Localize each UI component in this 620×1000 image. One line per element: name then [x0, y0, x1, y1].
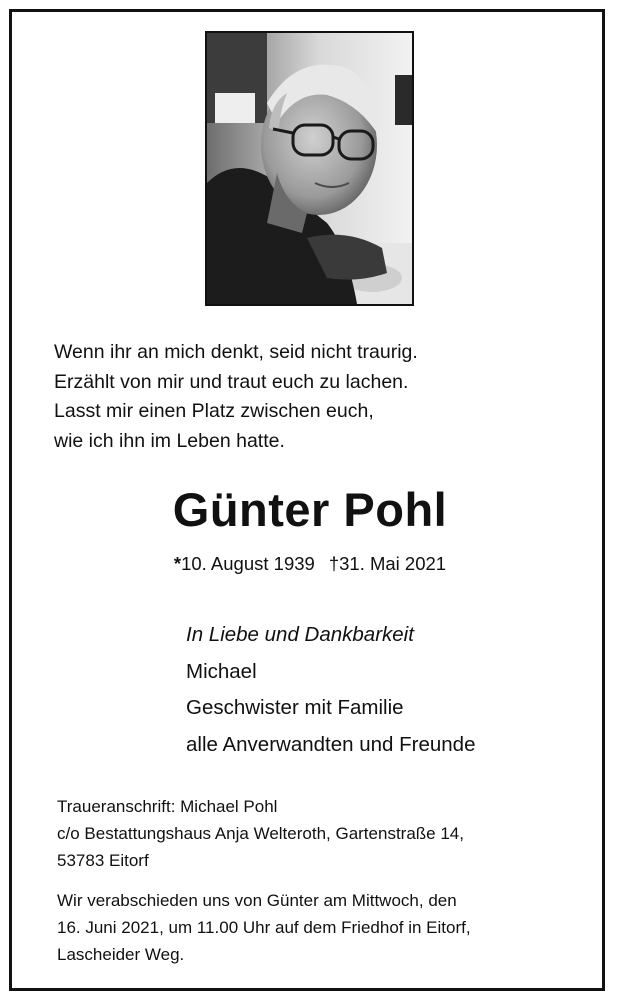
life-dates: [0, 553, 620, 575]
birth-symbol: *: [173, 553, 182, 574]
deceased-name: Günter Pohl: [172, 483, 448, 536]
poem-line: wie ich ihn im Leben hatte.: [54, 429, 285, 452]
service-line: 16. Juni 2021, um 11.00 Uhr auf dem Friedhof in Eitorf,: [57, 918, 471, 937]
mourner-name: Michael: [186, 659, 257, 683]
memorial-poem: [54, 338, 418, 456]
mourning-address: [57, 793, 464, 874]
mourners-list: [186, 617, 475, 763]
mourner-name: alle Anverwandten und Freunde: [186, 732, 476, 756]
mourners-intro: In Liebe und Dankbarkeit: [186, 623, 414, 646]
death-date: 31. Mai 2021: [339, 553, 447, 574]
address-line: Traueranschrift: Michael Pohl: [57, 797, 278, 816]
funeral-service-info: [57, 887, 471, 968]
birth-date: 10. August 1939: [181, 553, 315, 574]
address-line: 53783 Eitorf: [57, 851, 149, 870]
poem-line: Wenn ihr an mich denkt, seid nicht traurig.: [54, 341, 418, 363]
address-line: c/o Bestattungshaus Anja Welteroth, Gartenstraße 14,: [57, 824, 464, 843]
service-line: Wir verabschieden uns von Günter am Mittwoch, den: [57, 891, 457, 910]
service-line: Lascheider Weg.: [57, 945, 185, 964]
poem-line: Erzählt von mir und traut euch zu lachen.: [54, 370, 409, 393]
death-symbol: †: [328, 553, 340, 574]
mourner-name: Geschwister mit Familie: [186, 696, 404, 719]
poem-line: Lasst mir einen Platz zwischen euch,: [54, 400, 374, 422]
portrait-photo: [205, 31, 414, 306]
